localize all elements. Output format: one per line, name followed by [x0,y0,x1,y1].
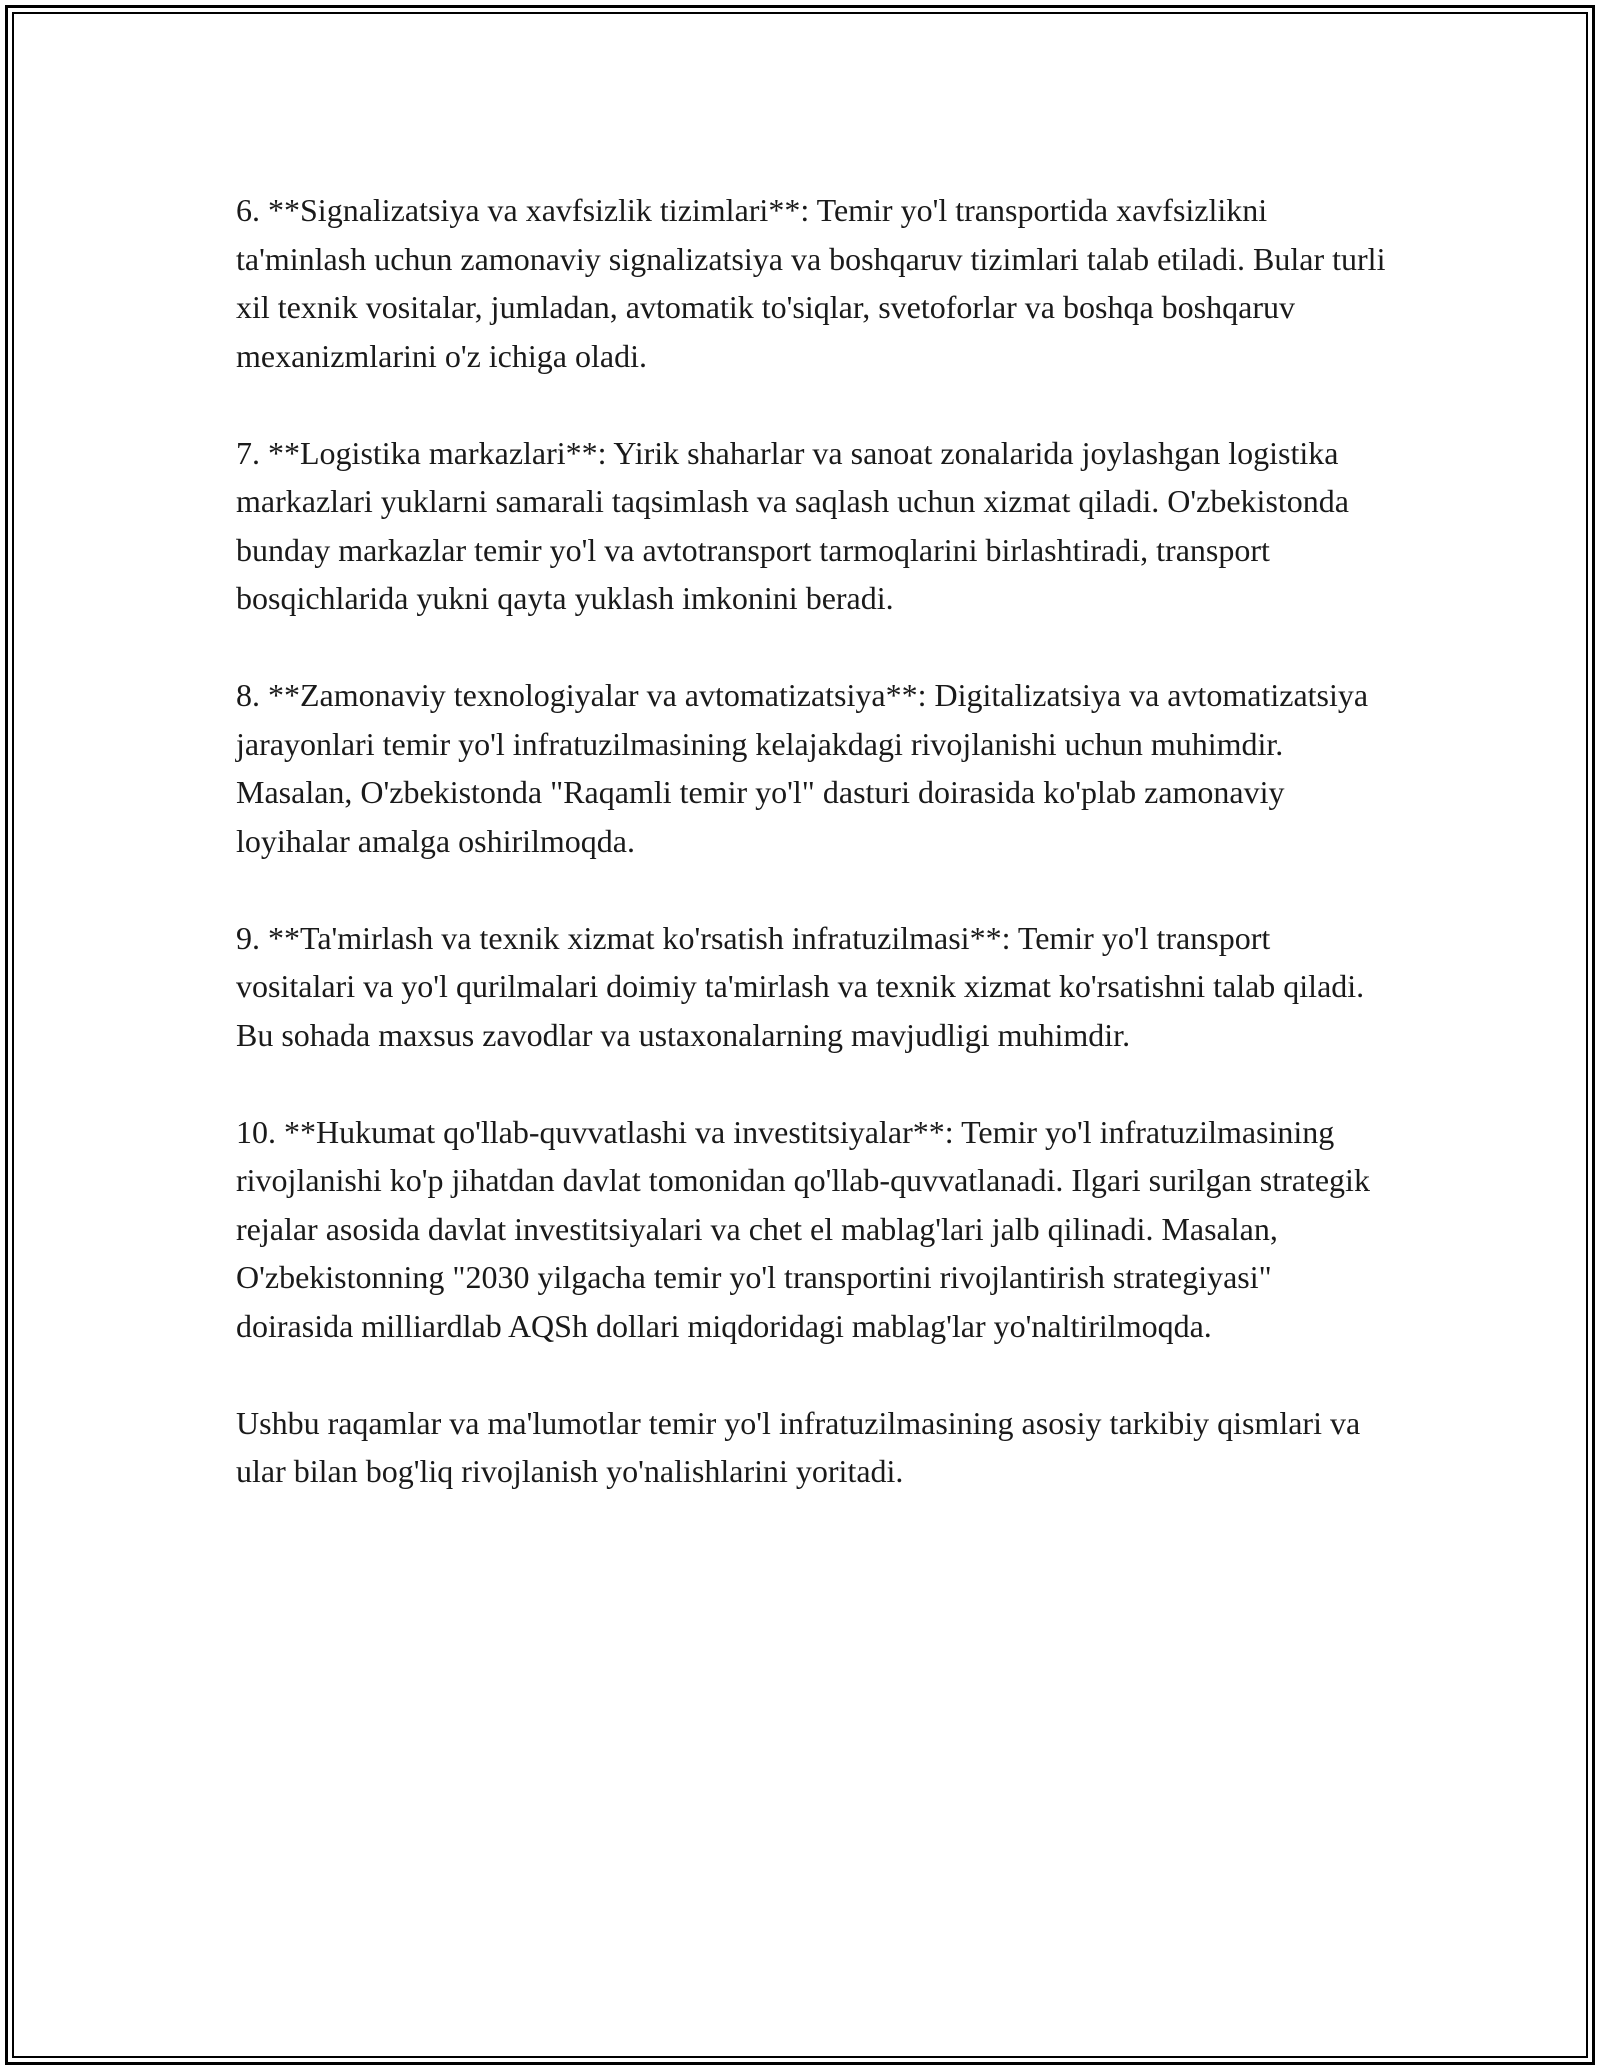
paragraph-item-7-logistika: 7. **Logistika markazlari**: Yirik shaharlar va sanoat zonalarida joylashgan logistika markazlari yuklarni samarali taqsimlash va saqlash uchun xizmat qiladi. O'zbekistonda bunday markazlar temir yo'l va avtotransport tarmoqlarini birlashtiradi, transport bosqichlarida yukni qayta yuklash imkonini beradi. [236,434,1349,616]
paragraph-item-9-tamirlash: 9. **Ta'mirlash va texnik xizmat ko'rsatish infratuzilmasi**: Temir yo'l transport vositalari va yo'l qurilmalari doimiy ta'mirlash va texnik xizmat ko'rsatishni talab qiladi. Bu sohada maxsus zavodlar va ustaxonalarning mavjudligi muhimdir. [236,919,1365,1053]
paragraph-conclusion: Ushbu raqamlar va ma'lumotlar temir yo'l infratuzilmasining asosiy tarkibiy qismlari va ular bilan bog'liq rivojlanish yo'nalishlarini yoritadi. [236,1404,1361,1489]
paragraph-item-6-signalizatsiya: 6. **Signalizatsiya va xavfsizlik tizimlari**: Temir yo'l transportida xavfsizlikni ta'minlash uchun zamonaviy signalizatsiya va boshqaruv tizimlari talab etiladi. Bular turli xil texnik vositalar, jumladan, avtomatik to'siqlar, svetoforlar va boshqa boshqaruv mexanizmlarini o'z ichiga oladi. [236,192,1386,374]
document-body [236,186,1386,1544]
paragraph-item-10-hukumat: 10. **Hukumat qo'llab-quvvatlashi va investitsiyalar**: Temir yo'l infratuzilmasining rivojlanishi ko'p jihatdan davlat tomonidan qo'llab-quvvatlanadi. Ilgari surilgan strategik rejalar asosida davlat investitsiyalari va chet el mablag'lari jalb qilinadi. Masalan, O'zbekistonning "2030 yilgacha temir yo'l transportini rivojlantirish strategiyasi" doirasida milliardlab AQSh dollari miqdoridagi mablag'lar yo'naltirilmoqda. [236,1113,1370,1344]
paragraph-item-8-texnologiyalar: 8. **Zamonaviy texnologiyalar va avtomatizatsiya**: Digitalizatsiya va avtomatizatsiya jarayonlari temir yo'l infratuzilmasining kelajakdagi rivojlanishi uchun muhimdir. Masalan, O'zbekistonda "Raqamli temir yo'l" dasturi doirasida ko'plab zamonaviy loyihalar amalga oshirilmoqda. [236,677,1369,859]
